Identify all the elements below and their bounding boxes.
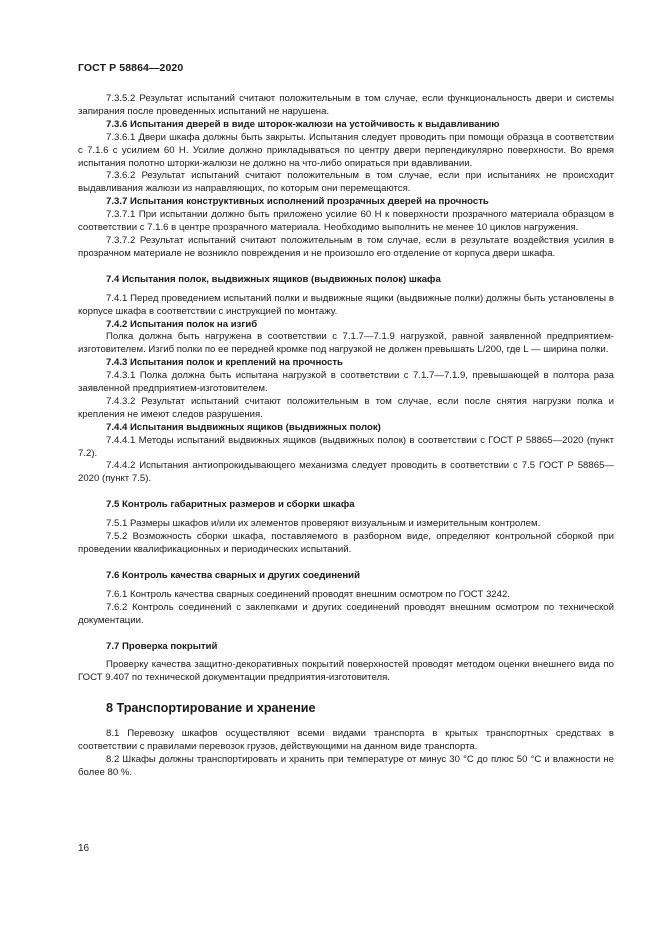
- paragraph: 7.6.1 Контроль качества сварных соединений проводят внешним осмотром по ГОСТ 3242.: [106, 588, 510, 600]
- paragraph: 7.4.1 Перед проведением испытаний полки и выдвижные ящики (выдвижные полки) должны быть установлены в корпусе шкафа в соответствии с инструкцией по монтажу.: [78, 292, 614, 317]
- paragraph: 7.3.7.2 Результат испытаний считают положительным в том случае, если в результате воздействия усилия в прозрачном материале не возникло повреждения и не произошло его отделение от корпуса двери шкафа.: [78, 234, 614, 259]
- document-header: ГОСТ Р 58864—2020: [78, 62, 184, 74]
- paragraph: 7.3.6.2 Результат испытаний считают положительным в том случае, если при испытаниях не происходит выдавливания жалюзи из направляющих, по которым они перемещаются.: [78, 170, 614, 195]
- paragraph: 7.3.7.1 При испытании должно быть приложено усилие 60 Н к поверхности прозрачного материала образцом в соответствии с 7.1.6 в центре прозрачного материала. Необходимо выполнить не менее 10 циклов нагружения.: [78, 209, 614, 234]
- paragraph: 7.5.1 Размеры шкафов и/или их элементов проверяют визуальным и измерительным контролем.: [106, 518, 541, 530]
- section-heading: 7.6 Контроль качества сварных и других соединений: [106, 569, 360, 581]
- subsection-heading: 7.3.6 Испытания дверей в виде шторок-жалюзи на устойчивость к выдавливанию: [106, 118, 500, 130]
- paragraph: 7.4.4.2 Испытания антиопрокидывающего механизма следует проводить в соответствии с 7.5 ГОСТ Р 58865—2020 (пункт 7.5).: [78, 460, 614, 485]
- subsection-heading: 7.3.7 Испытания конструктивных исполнений прозрачных дверей на прочность: [106, 196, 489, 208]
- paragraph: 7.4.3.1 Полка должна быть испытана нагрузкой в соответствии с 7.1.7—7.1.9, превышающей в полтора раза заявленной предприятием-изготовителем.: [78, 370, 614, 395]
- document-body: [78, 93, 614, 780]
- subsection-heading: 7.4.2 Испытания полок на изгиб: [106, 318, 258, 330]
- subsection-heading: 7.4.4 Испытания выдвижных ящиков (выдвижных полок): [106, 421, 381, 433]
- page-number: 16: [78, 843, 90, 854]
- paragraph: 8.2 Шкафы должны транспортировать и хранить при температуре от минус 30 °С до плюс 50 °С и влажности не более 80 %.: [78, 754, 614, 778]
- paragraph: 7.3.5.2 Результат испытаний считают положительным в том случае, если функциональность двери и системы запирания после проведенных испытаний не нарушена.: [78, 93, 614, 117]
- subsection-heading: 7.4.3 Испытания полок и креплений на прочность: [106, 357, 343, 369]
- paragraph: 7.3.6.1 Двери шкафа должны быть закрыты. Испытания следует проводить при помощи образца в соответствии с 7.1.6 с усилием 60 Н. Усилие должно прикладываться по центру двери перпендикулярно поверхности. Во время испытания полотно шторки-жалюзи не должно на что-либо опираться при вдавливании.: [78, 131, 614, 169]
- section-heading: 7.5 Контроль габаритных размеров и сборки шкафа: [106, 499, 355, 511]
- paragraph: 8.1 Перевозку шкафов осуществляют всеми видами транспорта в крытых транспортных средствах в соответствии с правилами перевозок грузов, действующими на данном виде транспорта.: [78, 728, 614, 753]
- chapter-heading: 8 Транспортирование и хранение: [106, 701, 316, 716]
- section-heading: 7.4 Испытания полок, выдвижных ящиков (выдвижных полок) шкафа: [106, 273, 441, 285]
- section-heading: 7.7 Проверка покрытий: [106, 640, 218, 652]
- paragraph: Проверку качества защитно-декоративных покрытий поверхностей проводят методом оценки внешнего вида по ГОСТ 9.407 по технической документации предприятия-изготовителя.: [78, 659, 614, 684]
- paragraph: 7.6.2 Контроль соединений с заклепками и других соединений проводят внешним осмотром по технической документации.: [78, 601, 614, 626]
- paragraph: 7.5.2 Возможность сборки шкафа, поставляемого в разборном виде, определяют контрольной сборкой при проведении квалификационных и периодических испытаний.: [78, 531, 614, 555]
- paragraph: 7.4.4.1 Методы испытаний выдвижных ящиков (выдвижных полок) в соответствии с ГОСТ Р 58865—2020 (пункт 7.2).: [78, 434, 614, 459]
- paragraph: Полка должна быть нагружена в соответствии с 7.1.7—7.1.9 нагрузкой, равной заявленной предприятием-изготовителем. Изгиб полки по ее передней кромке под нагрузкой не должен превышать L/200, где L — ширина полки.: [78, 331, 614, 356]
- paragraph: 7.4.3.2 Результат испытаний считают положительным в том случае, если после снятия нагрузки полка и крепления не имеют следов разрушения.: [78, 395, 614, 420]
